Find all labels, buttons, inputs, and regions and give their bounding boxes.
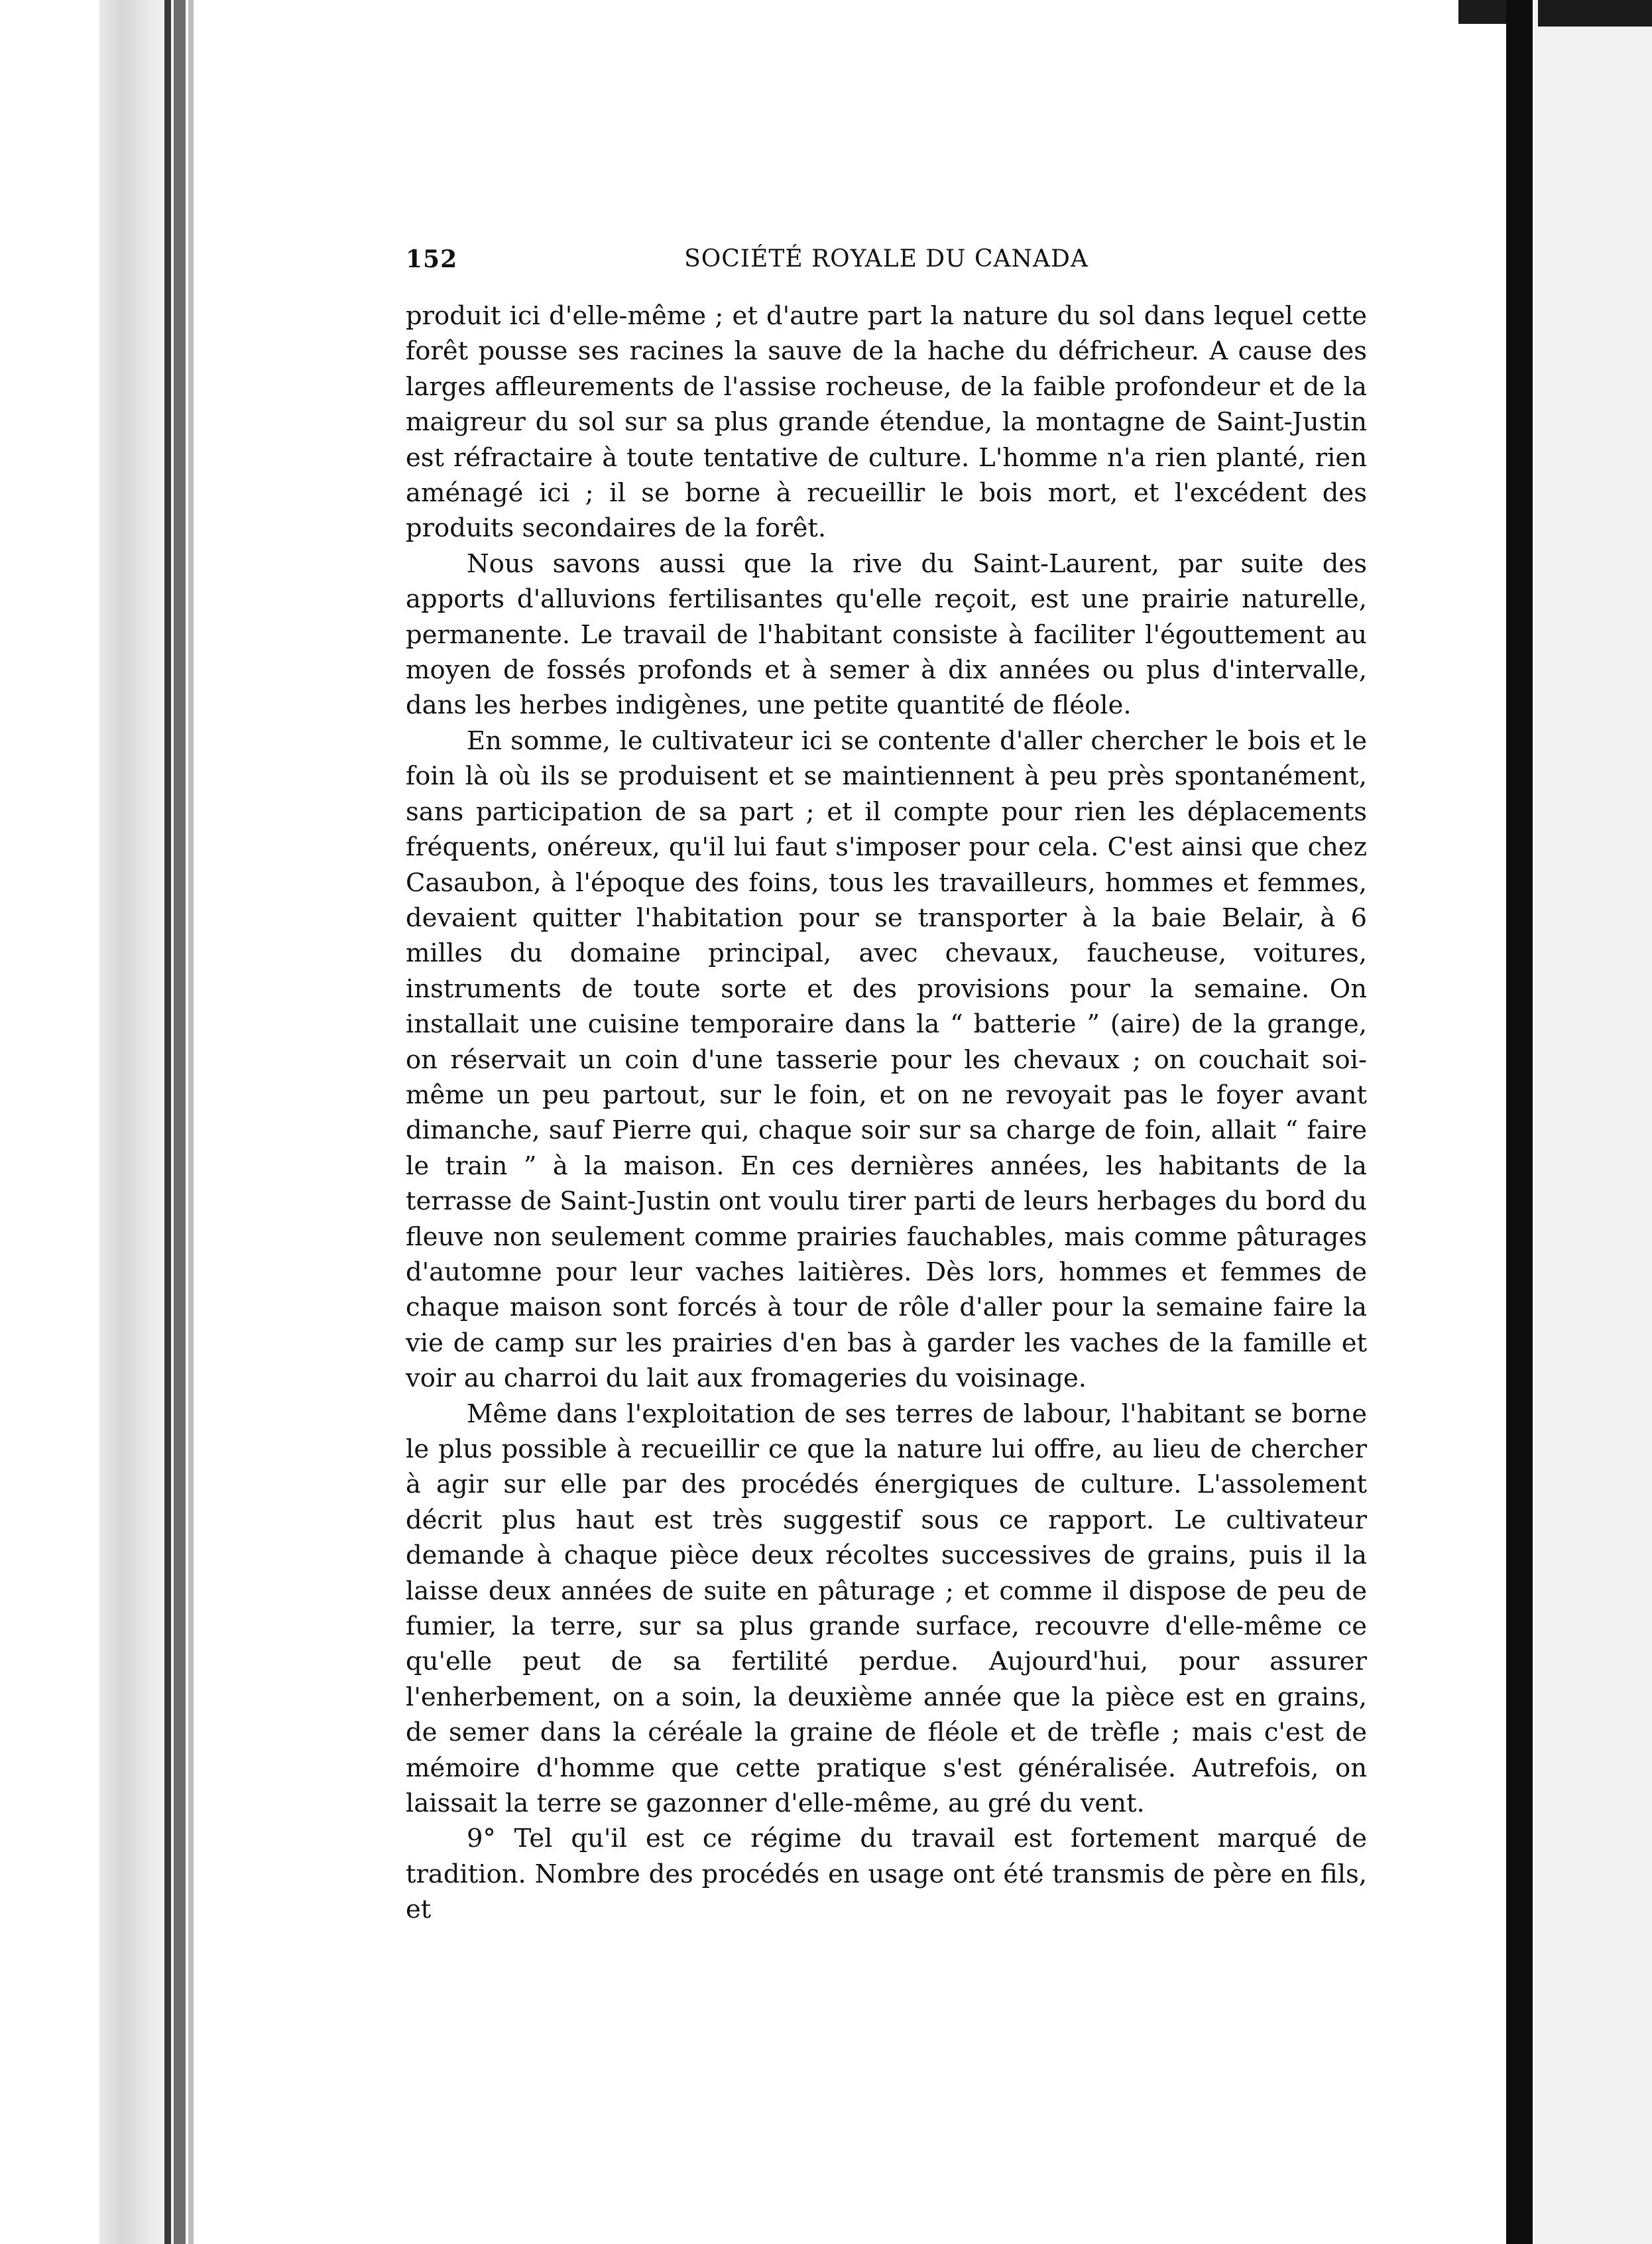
- document-page: [406, 245, 1367, 1928]
- scan-corner-shadow: [1538, 0, 1652, 27]
- scan-left-margin: [0, 0, 179, 2244]
- body-text: [406, 298, 1367, 1928]
- scan-next-page: [1533, 0, 1652, 2244]
- scan-binding-shadow: [188, 0, 194, 2244]
- scan-binding-shadow: [164, 0, 171, 2244]
- paragraph: En somme, le cultivateur ici se contente d'aller chercher le bois et le foin là où ils se produisent et se maintiennent à peu près spontanément, sans participation de sa part ; et il compte pour rien les déplacements fréquents, onéreux, qu'il lui faut s'imposer pour cela. C'est ainsi que chez Casaubon, à l'époque des foins, tous les travailleurs, hommes et femmes, devaient quitter l'habitation pour se transporter à la baie Belair, à 6 milles du domaine principal, avec chevaux, faucheuse, voitures, instruments de toute sorte et des provisions pour la semaine. On installait une cuisine temporaire dans la “ batterie ” (aire) de la grange, on réservait un coin d'une tasserie pour les chevaux ; on couchait soi-même un peu partout, sur le foin, et on ne revoyait pas le foyer avant dimanche, sauf Pierre qui, chaque soir sur sa charge de foin, allait “ faire le train ” à la maison. En ces dernières années, les habitants de la terrasse de Saint-Justin ont voulu tirer parti de leurs herbages du bord du fleuve non seulement comme prairies fauchables, mais comme pâturages d'automne pour leur vaches laitières. Dès lors, hommes et femmes de chaque maison sont forcés à tour de rôle d'aller pour la semaine faire la vie de camp sur les prairies d'en bas à garder les vaches de la famille et voir au charroi du lait aux fromageries du voisinage.: [406, 725, 1367, 1394]
- scan-binding-shadow: [174, 0, 186, 2244]
- journal-title: SOCIÉTÉ ROYALE DU CANADA: [684, 245, 1089, 273]
- paragraph: Nous savons aussi que la rive du Saint-Laurent, par suite des apports d'alluvions fertilisantes qu'elle reçoit, est une prairie naturelle, permanente. Le travail de l'habitant consiste à faciliter l'égouttement au moyen de fossés profonds et à semer à dix années ou plus d'intervalle, dans les herbes indigènes, une petite quantité de fléole.: [406, 548, 1367, 721]
- scan-corner-shadow: [1458, 0, 1506, 24]
- page-number: 152: [406, 245, 458, 273]
- paragraph: Même dans l'exploitation de ses terres de labour, l'habitant se borne le plus possible à recueillir ce que la nature lui offre, au lieu de chercher à agir sur elle par des procédés énergiques de culture. L'assolement décrit plus haut est très suggestif sous ce rapport. Le cultivateur demande à chaque pièce deux récoltes successives de grains, puis il la laisse deux années de suite en pâturage ; et comme il dispose de peu de fumier, la terre, sur sa plus grande surface, recouvre d'elle-même ce qu'elle peut de sa fertilité perdue. Aujourd'hui, pour assurer l'enherbement, on a soin, la deuxième année que la pièce est en grains, de semer dans la céréale la graine de fléole et de trèfle ; mais c'est de mémoire d'homme que cette pratique s'est généralisée. Autrefois, on laissait la terre se gazonner d'elle-même, au gré du vent.: [406, 1399, 1367, 1819]
- scan-right-edge: [1506, 0, 1533, 2244]
- running-head: [406, 245, 1367, 285]
- paragraph: produit ici d'elle-même ; et d'autre part la nature du sol dans lequel cette forêt pousse ses racines la sauve de la hache du défricheur. A cause des larges affleurements de l'assise rocheuse, de la faible profondeur et de la maigreur du sol sur sa plus grande étendue, la montagne de Saint-Justin est réfractaire à toute tentative de culture. L'homme n'a rien planté, rien aménagé ici ; il se borne à recueillir le bois mort, et l'excédent des produits secondaires de la forêt.: [406, 301, 1367, 544]
- paragraph: 9° Tel qu'il est ce régime du travail est fortement marqué de tradition. Nombre des procédés en usage ont été transmis de père en fils, et: [406, 1824, 1367, 1925]
